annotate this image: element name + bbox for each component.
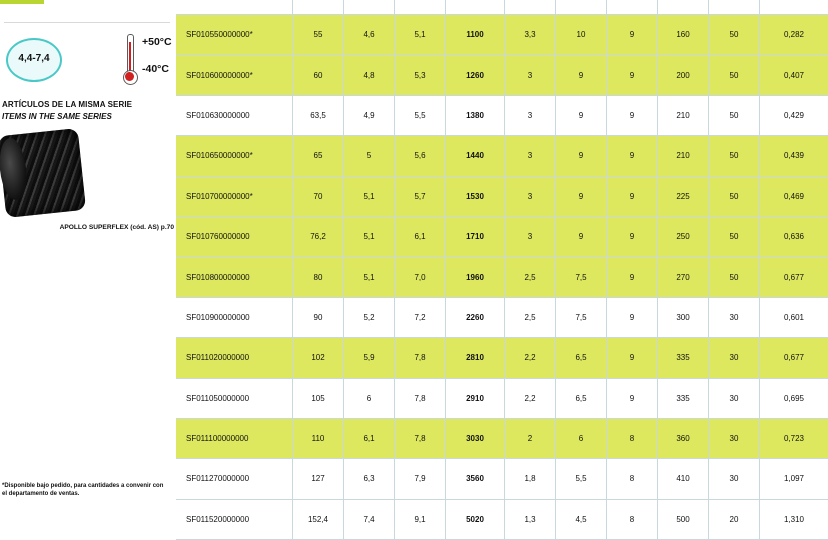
table-cell: 4,6 — [344, 15, 395, 55]
table-cell: 160 — [658, 15, 709, 55]
table-cell: 3 — [505, 216, 556, 256]
table-cell: 8 — [607, 499, 658, 539]
table-cell: 2810 — [446, 338, 505, 378]
table-cell: 9 — [607, 136, 658, 176]
table-cell-code: SF010630000000 — [176, 95, 293, 135]
table-cell: 80 — [293, 257, 344, 297]
table-row — [176, 338, 828, 378]
table-cell: 9 — [556, 55, 607, 95]
table-cell: 6,1 — [395, 216, 446, 256]
table-cell-code: SF011520000000 — [176, 499, 293, 539]
table-cell: 3 — [505, 176, 556, 216]
table-cell: 3 — [505, 136, 556, 176]
table-cell: 9 — [607, 378, 658, 418]
table-cell: 65 — [293, 136, 344, 176]
table-cell: 5,1 — [344, 216, 395, 256]
table-cell: 30 — [709, 338, 760, 378]
table-cell: 7,8 — [395, 418, 446, 458]
table-cell-code: SF010700000000* — [176, 176, 293, 216]
table-cell: 63,5 — [293, 95, 344, 135]
table-cell: 30 — [709, 418, 760, 458]
table-cell: 9 — [607, 216, 658, 256]
table-cell: 3 — [505, 55, 556, 95]
table-cell: 50 — [709, 55, 760, 95]
table-cell-code: SF011270000000 — [176, 459, 293, 499]
table-cell: 3560 — [446, 459, 505, 499]
table-cell: 0,677 — [760, 257, 828, 297]
table-cell: 9 — [607, 15, 658, 55]
table-row — [176, 378, 828, 418]
bend-radius-circle — [6, 38, 62, 82]
specs-table-container — [176, 0, 739, 500]
table-cell: 5,1 — [344, 176, 395, 216]
product-caption: APOLLO SUPERFLEX (cód. AS) p.70 — [2, 224, 178, 231]
table-cell: 0,282 — [760, 15, 828, 55]
table-cell: 152,4 — [293, 499, 344, 539]
table-cell: 20 — [709, 499, 760, 539]
table-cell: 9 — [556, 95, 607, 135]
table-cell: 55 — [293, 15, 344, 55]
table-cell: 6,3 — [344, 459, 395, 499]
table-cell: 127 — [293, 459, 344, 499]
table-cell: 6,5 — [556, 378, 607, 418]
table-cell: 9 — [607, 257, 658, 297]
table-cell: 0,407 — [760, 55, 828, 95]
table-cell: 7,0 — [395, 257, 446, 297]
table-cell: 50 — [709, 95, 760, 135]
table-cell: 4,5 — [556, 499, 607, 539]
table-cell: 500 — [658, 499, 709, 539]
table-cell: 1,8 — [505, 459, 556, 499]
table-row — [176, 95, 828, 135]
table-cell: 6,1 — [344, 418, 395, 458]
table-cell: 7,8 — [395, 338, 446, 378]
table-cell: 50 — [709, 15, 760, 55]
table-cell: 3 — [505, 95, 556, 135]
panel-divider — [4, 22, 170, 23]
table-cell: 76,2 — [293, 216, 344, 256]
table-cell: 5,1 — [395, 15, 446, 55]
table-cell: 70 — [293, 176, 344, 216]
table-cell: 7,4 — [344, 499, 395, 539]
table-cell: 30 — [709, 459, 760, 499]
table-cell: 9 — [556, 136, 607, 176]
table-cell: 3030 — [446, 418, 505, 458]
table-cell: 5,2 — [344, 297, 395, 337]
table-cell: 7,8 — [395, 378, 446, 418]
table-cell: 2,5 — [505, 257, 556, 297]
table-cell: 30 — [709, 378, 760, 418]
table-cell: 9 — [607, 55, 658, 95]
table-cell: 9 — [607, 338, 658, 378]
table-row — [176, 136, 828, 176]
bend-radius-label: 4,4-7,4 — [8, 53, 60, 64]
table-cell — [556, 0, 607, 15]
table-cell: 0,677 — [760, 338, 828, 378]
stock-badge — [0, 0, 44, 4]
table-cell: 210 — [658, 95, 709, 135]
table-cell: 9 — [556, 176, 607, 216]
table-cell: 0,695 — [760, 378, 828, 418]
table-cell — [344, 0, 395, 15]
table-cell: 5 — [344, 136, 395, 176]
series-title-es: ARTÍCULOS DE LA MISMA SERIE — [2, 100, 132, 109]
table-cell: 250 — [658, 216, 709, 256]
table-cell: 0,429 — [760, 95, 828, 135]
table-cell-code: SF010650000000* — [176, 136, 293, 176]
footnote-text: *Disponible bajo pedido, para cantidades a convenir con el departamento de ventas. — [2, 483, 170, 498]
table-cell — [658, 0, 709, 15]
table-cell — [176, 0, 293, 15]
left-info-panel — [0, 0, 177, 500]
table-cell: 2,2 — [505, 338, 556, 378]
table-cell — [607, 0, 658, 15]
table-cell: 0,636 — [760, 216, 828, 256]
table-cell: 1,310 — [760, 499, 828, 539]
table-cell: 6 — [344, 378, 395, 418]
table-cell: 105 — [293, 378, 344, 418]
table-cell: 1260 — [446, 55, 505, 95]
table-cell: 200 — [658, 55, 709, 95]
table-cell-code: SF010900000000 — [176, 297, 293, 337]
table-cell: 7,5 — [556, 257, 607, 297]
table-row — [176, 55, 828, 95]
table-cell: 2,5 — [505, 297, 556, 337]
table-cell — [760, 0, 828, 15]
table-cell: 90 — [293, 297, 344, 337]
table-cell — [395, 0, 446, 15]
table-cell — [293, 0, 344, 15]
table-cell-code: SF010760000000 — [176, 216, 293, 256]
table-row — [176, 499, 828, 539]
table-cell: 1440 — [446, 136, 505, 176]
table-cell-code: SF010800000000 — [176, 257, 293, 297]
table-cell: 9 — [607, 95, 658, 135]
table-row — [176, 216, 828, 256]
series-title-en: ITEMS IN THE SAME SERIES — [2, 112, 112, 121]
table-cell: 1710 — [446, 216, 505, 256]
specs-table — [176, 0, 828, 540]
table-cell-code: SF011050000000 — [176, 378, 293, 418]
table-row — [176, 459, 828, 499]
table-cell: 4,9 — [344, 95, 395, 135]
table-cell: 410 — [658, 459, 709, 499]
table-row — [176, 15, 828, 55]
table-cell: 3,3 — [505, 15, 556, 55]
table-cell: 1380 — [446, 95, 505, 135]
table-cell: 2910 — [446, 378, 505, 418]
table-cell: 0,439 — [760, 136, 828, 176]
table-cell: 1100 — [446, 15, 505, 55]
table-cell: 270 — [658, 257, 709, 297]
product-image-hose — [2, 132, 82, 214]
table-cell: 8 — [607, 459, 658, 499]
table-cell: 5,5 — [395, 95, 446, 135]
table-row — [176, 176, 828, 216]
table-cell: 1530 — [446, 176, 505, 216]
table-cell: 5,6 — [395, 136, 446, 176]
table-cell: 60 — [293, 55, 344, 95]
table-row — [176, 257, 828, 297]
temperature-min-label: -40°C — [142, 63, 169, 75]
table-row — [176, 0, 828, 15]
table-cell: 300 — [658, 297, 709, 337]
table-cell: 5,5 — [556, 459, 607, 499]
table-cell: 0,723 — [760, 418, 828, 458]
table-cell: 6,5 — [556, 338, 607, 378]
table-cell — [446, 0, 505, 15]
table-cell: 2260 — [446, 297, 505, 337]
table-cell: 50 — [709, 176, 760, 216]
table-cell: 9,1 — [395, 499, 446, 539]
table-cell-code: SF010600000000* — [176, 55, 293, 95]
table-cell: 2 — [505, 418, 556, 458]
table-cell: 10 — [556, 15, 607, 55]
table-cell: 5,1 — [344, 257, 395, 297]
table-cell: 7,5 — [556, 297, 607, 337]
table-cell: 0,469 — [760, 176, 828, 216]
table-cell: 110 — [293, 418, 344, 458]
table-cell: 30 — [709, 297, 760, 337]
table-cell: 50 — [709, 257, 760, 297]
table-cell: 50 — [709, 216, 760, 256]
table-cell: 7,9 — [395, 459, 446, 499]
table-cell: 9 — [556, 216, 607, 256]
table-cell: 5,3 — [395, 55, 446, 95]
table-cell — [505, 0, 556, 15]
table-cell: 1960 — [446, 257, 505, 297]
table-cell: 335 — [658, 378, 709, 418]
table-cell: 9 — [607, 176, 658, 216]
table-cell: 210 — [658, 136, 709, 176]
table-cell-code: SF011020000000 — [176, 338, 293, 378]
table-cell: 2,2 — [505, 378, 556, 418]
table-cell: 5,7 — [395, 176, 446, 216]
table-cell — [709, 0, 760, 15]
table-cell: 5,9 — [344, 338, 395, 378]
table-row — [176, 418, 828, 458]
table-cell-code: SF010550000000* — [176, 15, 293, 55]
table-cell: 360 — [658, 418, 709, 458]
temperature-max-label: +50°C — [142, 36, 172, 48]
table-cell: 1,097 — [760, 459, 828, 499]
table-cell: 102 — [293, 338, 344, 378]
table-cell: 4,8 — [344, 55, 395, 95]
table-cell: 5020 — [446, 499, 505, 539]
table-row — [176, 297, 828, 337]
table-cell-code: SF011100000000 — [176, 418, 293, 458]
table-cell: 50 — [709, 136, 760, 176]
table-cell: 6 — [556, 418, 607, 458]
table-cell: 8 — [607, 418, 658, 458]
stock-note-label — [48, 0, 105, 1]
table-cell: 0,601 — [760, 297, 828, 337]
table-cell: 335 — [658, 338, 709, 378]
table-cell: 7,2 — [395, 297, 446, 337]
thermometer-icon — [120, 32, 138, 88]
table-cell: 1,3 — [505, 499, 556, 539]
table-cell: 225 — [658, 176, 709, 216]
table-cell: 9 — [607, 297, 658, 337]
